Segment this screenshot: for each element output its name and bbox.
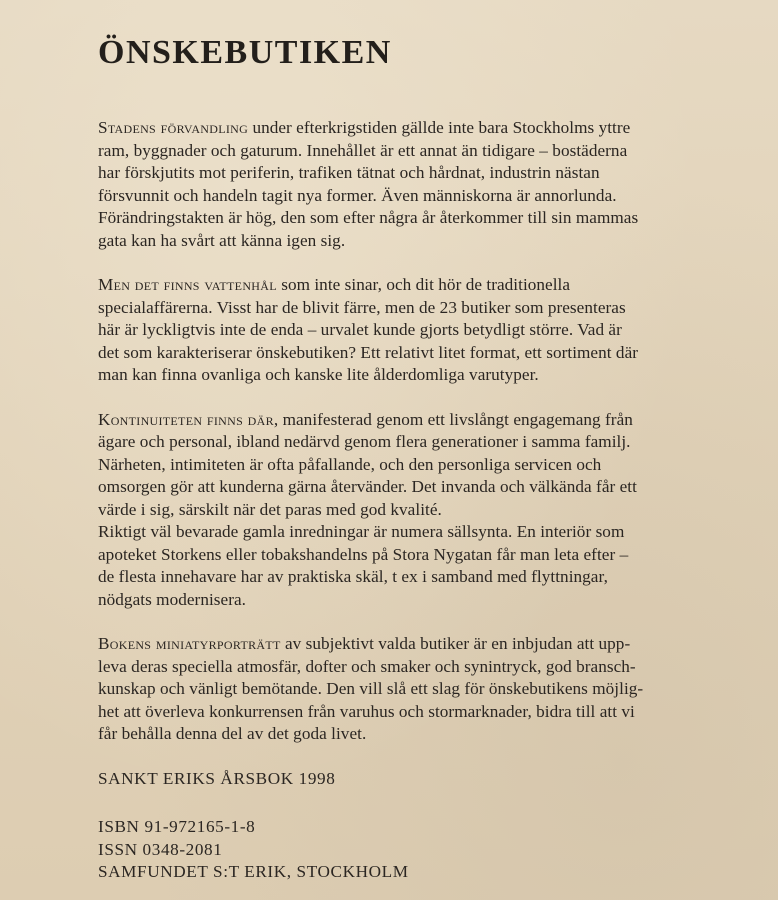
- paragraph-line: apoteket Storkens eller tobakshandelns på Stora Nygatan får man leta efter –: [98, 544, 629, 564]
- paragraph-line: här är lyckligtvis inte de enda – urvalet kunde gjorts betydligt större. Vad är: [98, 320, 622, 339]
- paragraph-line: Men det finns vattenhål som inte sinar, och dit hör de traditionella: [98, 275, 571, 294]
- paragraph-line: Förändringstakten är hög, den som efter några år återkommer till sin mammas: [98, 208, 639, 227]
- paragraph-line: ägare och personal, ibland nedärvd genom flera generationer i samma familj.: [98, 432, 631, 451]
- paragraph-line: kunskap och vänligt bemötande. Den vill slå ett slag för önskebutikens möjlig-: [98, 679, 644, 698]
- paragraph-line: Kontinuiteten finns där, manifesterad genom ett livslångt engagemang från: [98, 409, 633, 429]
- paragraph-1: [98, 117, 698, 252]
- paragraph-lead: Bokens miniatyrporträtt: [98, 634, 281, 653]
- paragraph-line: man kan finna ovanliga och kanske lite ålderdomliga varutyper.: [98, 365, 539, 384]
- back-cover: [98, 30, 698, 884]
- isbn-line: ISBN 91-972165-1-8: [98, 817, 256, 836]
- paragraph-3: [98, 409, 698, 612]
- paragraph-2: [98, 274, 698, 387]
- paragraph-line: Riktigt väl bevarade gamla inredningar är numera sällsynta. En interiör som: [98, 522, 625, 541]
- book-title: ÖNSKEBUTIKEN: [98, 34, 392, 71]
- paragraph-line: försvunnit och handeln tagit nya former. Även människorna är annorlunda.: [98, 185, 617, 205]
- paragraph-line: nödgats modernisera.: [98, 589, 247, 609]
- paragraph-line: Närheten, intimiteten är ofta påfallande, och den personliga servicen och: [98, 454, 602, 474]
- paragraph-4: [98, 633, 698, 746]
- paragraph-lead: Kontinuiteten finns där: [98, 409, 274, 429]
- paragraph-line: har förskjutits mot periferin, trafiken tätnat och hårdnat, industrin nästan: [98, 163, 600, 182]
- paragraph-line: Bokens miniatyrporträtt av subjektivt valda butiker är en inbjudan att upp-: [98, 634, 631, 653]
- publisher-line: SAMFUNDET S:T ERIK, STOCKHOLM: [98, 862, 409, 881]
- paragraph-line: får behålla denna del av det goda livet.: [98, 724, 367, 743]
- paragraph-line: det som karakteriserar önskebutiken? Ett relativt litet format, ett sortiment där: [98, 342, 639, 362]
- paragraph-line: leva deras speciella atmosfär, dofter och smaker och synintryck, god bransch-: [98, 656, 636, 676]
- paragraph-line: het att överleva konkurrensen från varuhus och stormarknader, bidra till att vi: [98, 701, 635, 721]
- paragraph-lead: Men det finns vattenhål: [98, 275, 277, 294]
- paragraph-line: gata kan ha svårt att känna igen sig.: [98, 230, 346, 250]
- paragraph-line: ram, byggnader och gaturum. Innehållet är ett annat än tidigare – bostäderna: [98, 140, 628, 160]
- paragraph-line: specialaffärerna. Visst har de blivit färre, men de 23 butiker som presenteras: [98, 297, 626, 317]
- paragraph-line: omsorgen gör att kunderna gärna återvänder. Det invanda och välkända får ett: [98, 477, 637, 496]
- paragraph-lead: Stadens förvandling: [98, 118, 249, 137]
- paragraph-line: de flesta innehavare har av praktiska skäl, t ex i samband med flyttningar,: [98, 567, 608, 586]
- issn-line: ISSN 0348-2081: [98, 839, 223, 859]
- yearbook-line: SANKT ERIKS ÅRSBOK 1998: [98, 768, 336, 788]
- colophon: [98, 768, 698, 884]
- blurb: [98, 117, 698, 746]
- paragraph-line: Stadens förvandling under efterkrigstiden gällde inte bara Stockholms yttre: [98, 118, 631, 137]
- paragraph-line: värde i sig, särskilt när det paras med god kvalité.: [98, 499, 442, 519]
